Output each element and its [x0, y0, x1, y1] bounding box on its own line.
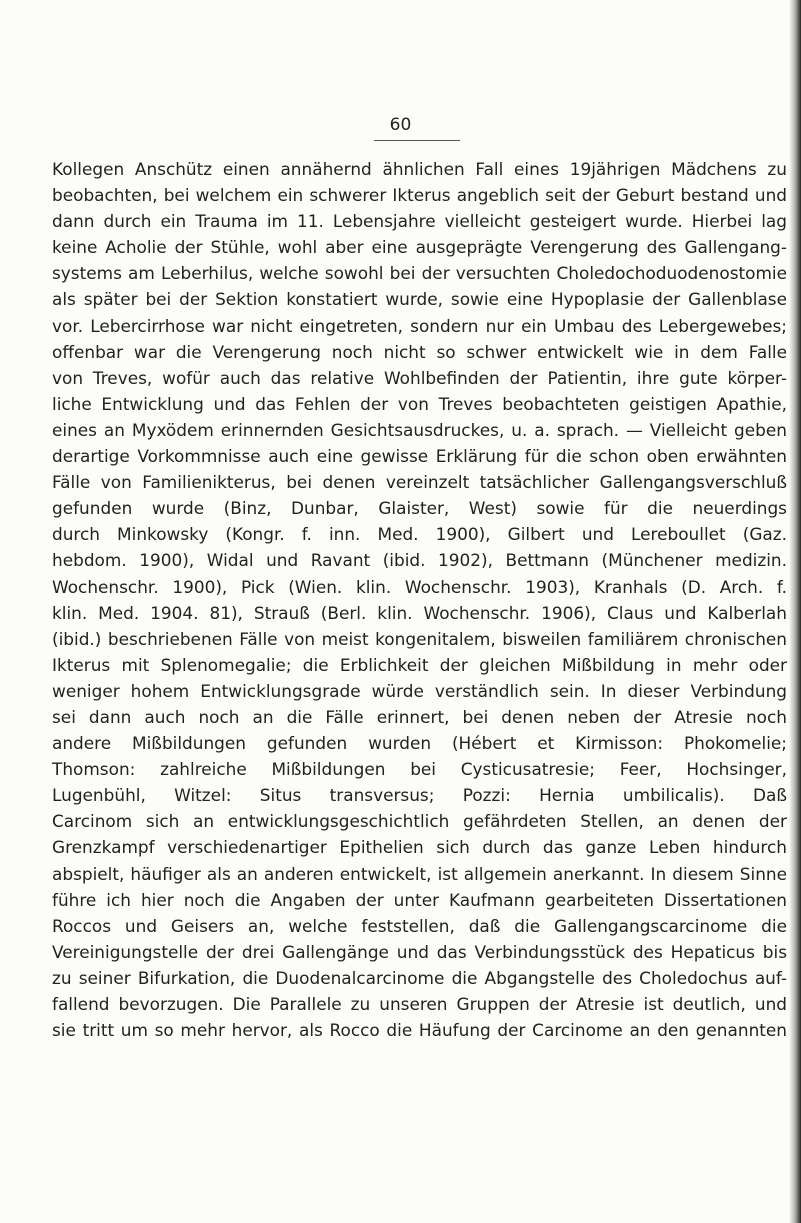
text-line: weniger hohem Entwicklungsgrade würde verständlich sein. In dieser Verbindung [52, 680, 787, 701]
text-line: beobachten, bei welchem ein schwerer Ikterus angeblich seit der Geburt bestand und [52, 185, 787, 206]
text-line: liche Entwicklung und das Fehlen der von Treves beobachteten geistigen Apathie, [52, 393, 787, 414]
page-number: 60 [389, 115, 412, 135]
text-line: klin. Med. 1904. 81), Strauß (Berl. klin. Wochenschr. 1906), Claus und Kalberlah [52, 602, 787, 623]
text-line: sie tritt um so mehr hervor, als Rocco die Häufung der Carcinome an den genannten [52, 1020, 787, 1041]
text-line: Fälle von Familienikterus, bei denen vereinzelt tatsächlicher Gallengangsverschluß [52, 472, 787, 493]
text-line: derartige Vorkommnisse auch eine gewisse Erklärung für die schon oben erwähnten [52, 446, 787, 467]
text-line: Kollegen Anschütz einen annähernd ähnlichen Fall eines 19jährigen Mädchens zu [52, 159, 787, 179]
page-edge-shadow [789, 0, 801, 1223]
text-line: abspielt, häufiger als an anderen entwickelt, ist allgemein anerkannt. In diesem Sinne [52, 863, 787, 884]
text-line: Ikterus mit Splenomegalie; die Erblichkeit der gleichen Mißbildung in mehr oder [52, 654, 787, 675]
text-line: durch Minkowsky (Kongr. f. inn. Med. 1900), Gilbert und Lereboullet (Gaz. [52, 524, 787, 545]
text-line: offenbar war die Verengerung noch nicht so schwer entwickelt wie in dem Falle [52, 341, 787, 362]
text-line: keine Acholie der Stühle, wohl aber eine ausgeprägte Verengerung des Gallengang- [52, 237, 787, 258]
text-line: dann durch ein Trauma im 11. Lebensjahre vielleicht gesteigert wurde. Hierbei lag [52, 211, 787, 232]
text-line: fallend bevorzugen. Die Parallele zu unseren Gruppen der Atresie ist deutlich, und [52, 994, 787, 1014]
body-text [52, 156, 787, 1043]
text-line: (ibid.) beschriebenen Fälle von meist kongenitalem, bisweilen familiärem chronischen [52, 628, 787, 649]
text-line: eines an Myxödem erinnernden Gesichtsausdruckes, u. a. sprach. — Vielleicht geben [52, 419, 787, 440]
text-line: gefunden wurde (Binz, Dunbar, Glaister, West) sowie für die neuerdings [52, 498, 787, 519]
text-line: Vereinigungstelle der drei Gallengänge und das Verbindungsstück des Hepaticus bis [52, 941, 787, 962]
text-line: von Treves, wofür auch das relative Wohlbefinden der Patientin, ihre gute körper- [52, 367, 787, 388]
text-line: führe ich hier noch die Angaben der unter Kaufmann gearbeiteten Dissertationen [52, 889, 787, 910]
text-line: andere Mißbildungen gefunden wurden (Hébert et Kirmisson: Phokomelie; [52, 733, 787, 754]
text-line: Lugenbühl, Witzel: Situs transversus; Pozzi: Hernia umbilicalis). Daß [52, 785, 787, 806]
page-number-rule [374, 140, 460, 141]
text-line: Thomson: zahlreiche Mißbildungen bei Cysticusatresie; Feer, Hochsinger, [52, 759, 787, 780]
text-line: Wochenschr. 1900), Pick (Wien. klin. Wochenschr. 1903), Kranhals (D. Arch. f. [52, 576, 787, 597]
text-line: vor. Lebercirrhose war nicht eingetreten, sondern nur ein Umbau des Lebergewebes; [52, 315, 787, 336]
text-line: Roccos und Geisers an, welche feststellen, daß die Gallengangscarcinome die [52, 915, 787, 936]
text-line: als später bei der Sektion konstatiert wurde, sowie eine Hypoplasie der Gallenblase [52, 289, 787, 310]
text-line: sei dann auch noch an die Fälle erinnert, bei denen neben der Atresie noch [52, 706, 787, 727]
text-line: zu seiner Bifurkation, die Duodenalcarcinome die Abgangstelle des Choledochus auf- [52, 967, 787, 988]
text-line: Carcinom sich an entwicklungsgeschichtlich gefährdeten Stellen, an denen der [52, 811, 787, 832]
text-line: systems am Leberhilus, welche sowohl bei der versuchten Choledochoduodenostomie [52, 263, 787, 284]
text-line: Grenzkampf verschiedenartiger Epithelien sich durch das ganze Leben hindurch [52, 837, 787, 858]
text-line: hebdom. 1900), Widal und Ravant (ibid. 1902), Bettmann (Münchener medizin. [52, 550, 787, 571]
